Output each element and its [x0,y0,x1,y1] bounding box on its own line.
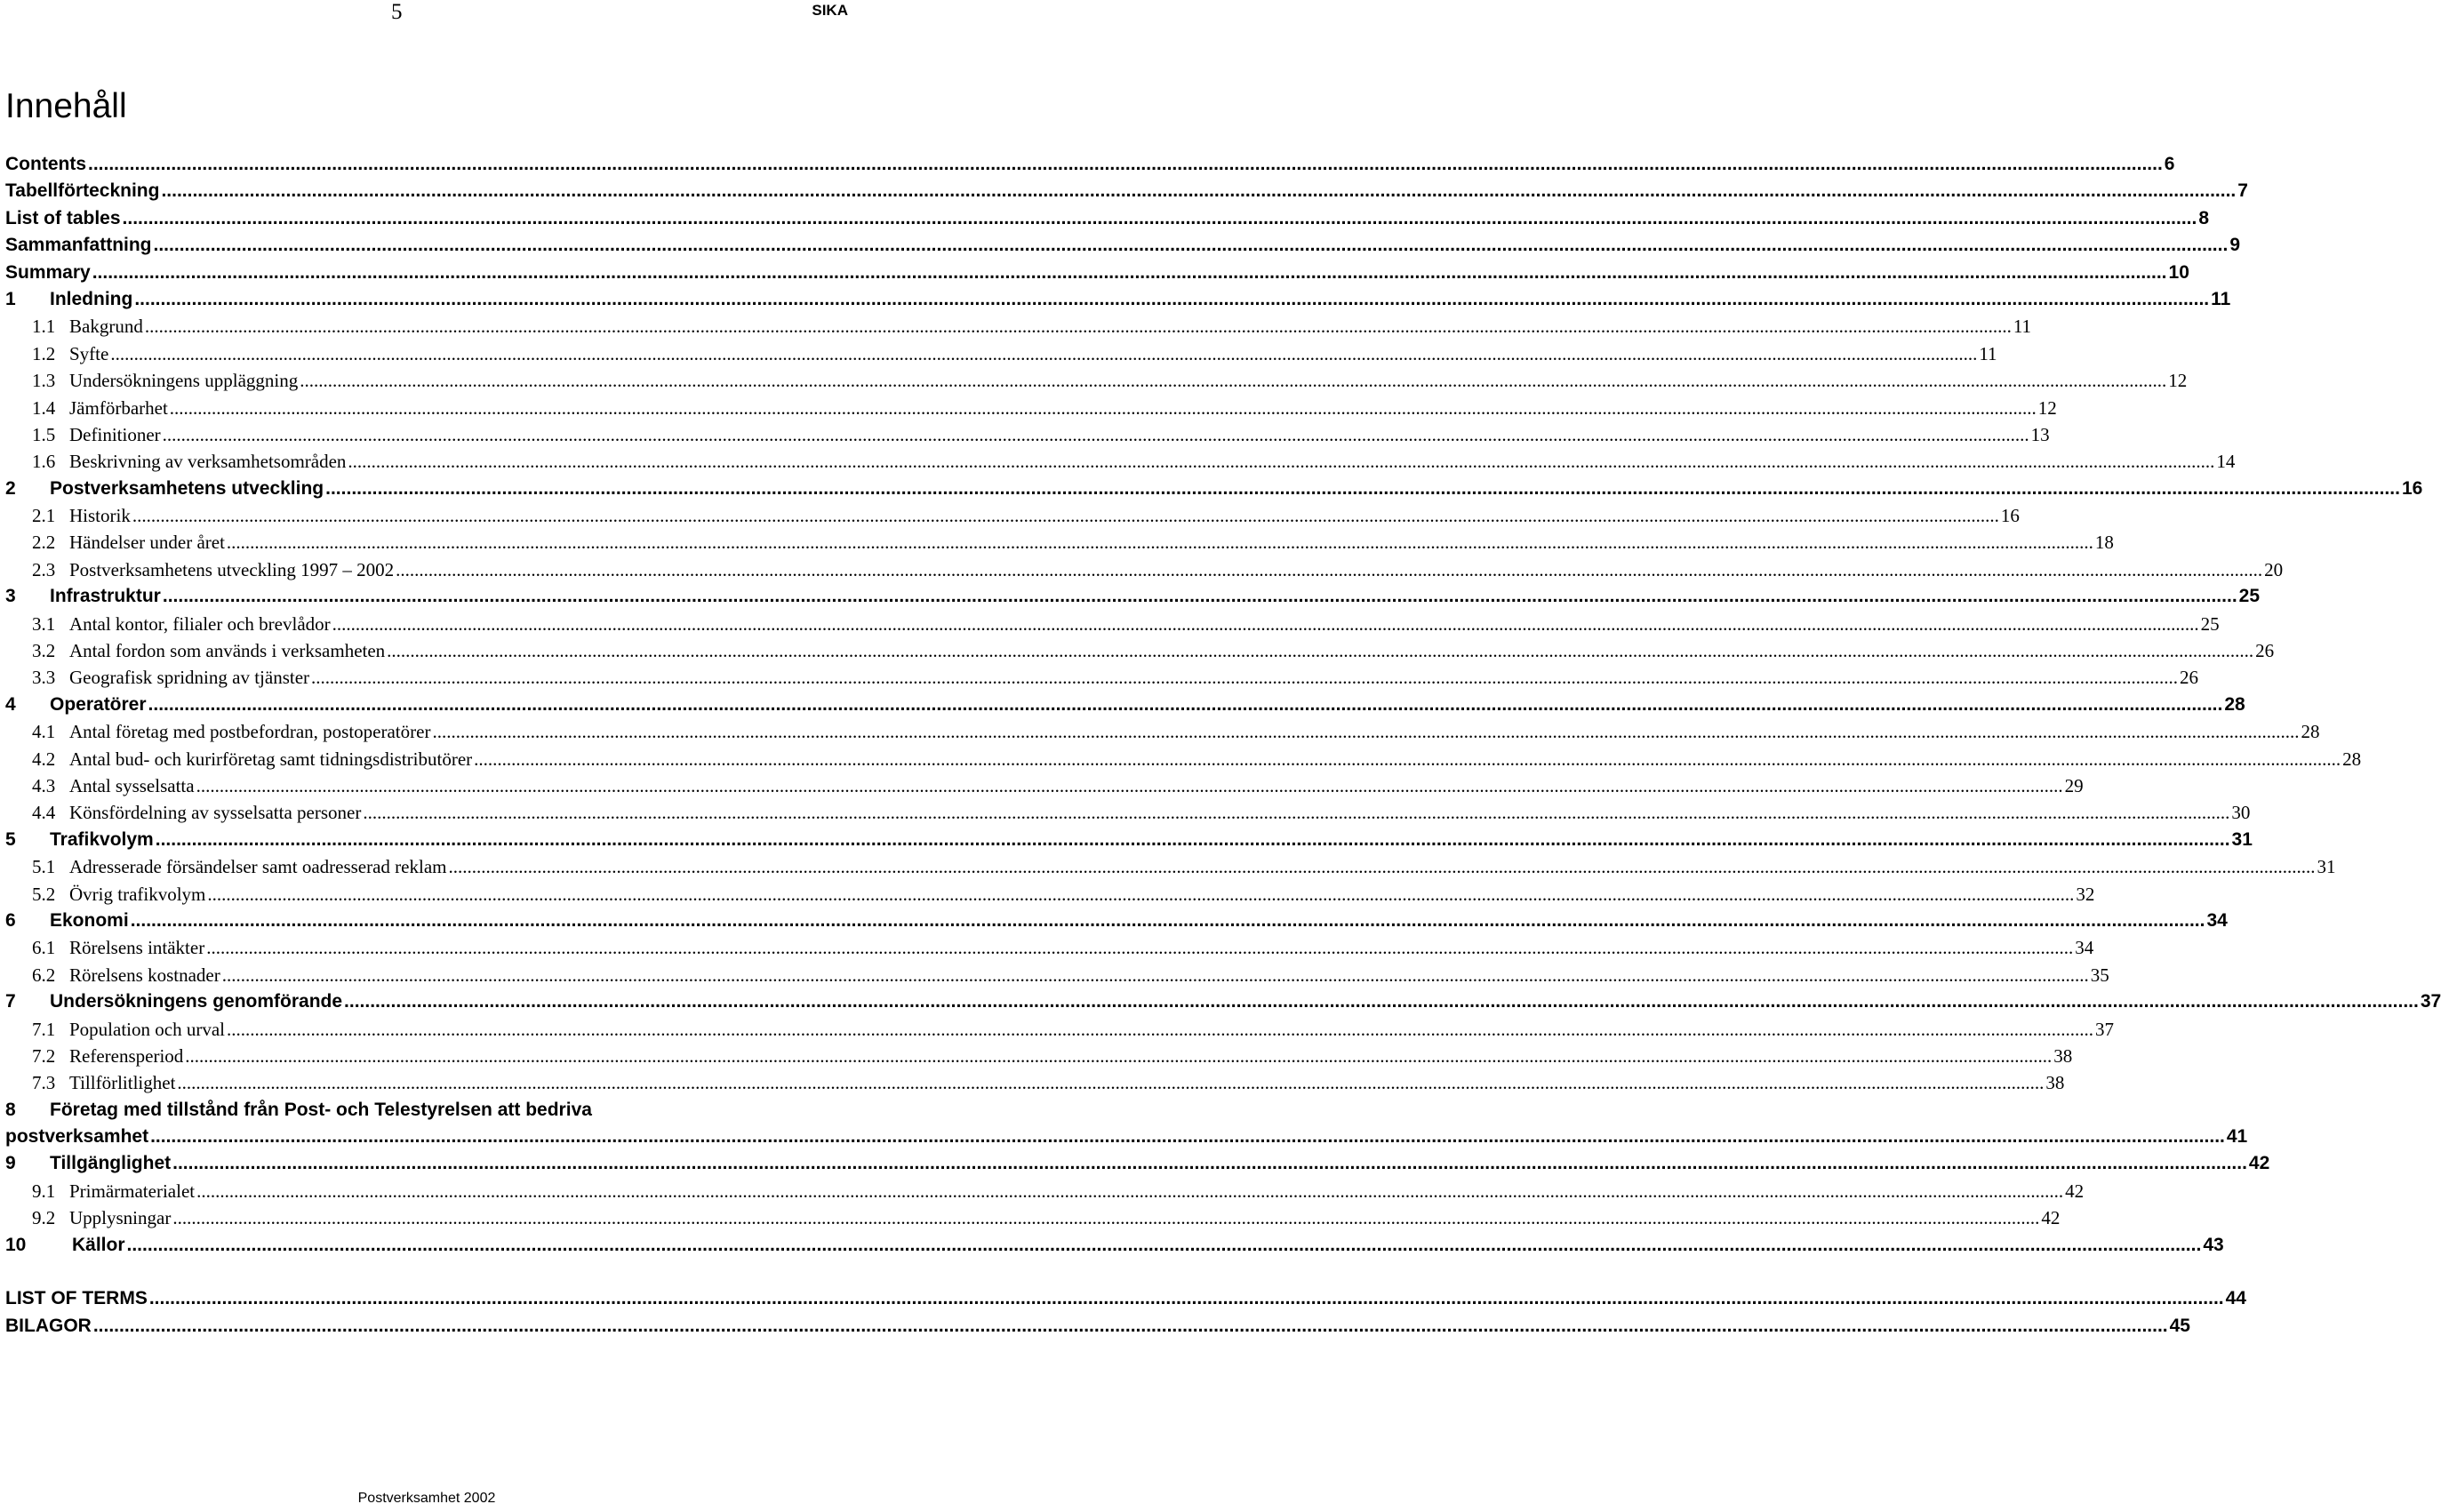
toc-entry-label: Jämförbarhet [69,396,168,419]
toc-leader-dots: ................................................................................................................................................................................................................................................................................................................................................................................................................ [325,477,2400,499]
toc-entry[interactable] [5,235,2240,261]
toc-leader-dots: ................................................................................................................................................................................................................................................................................................................................................................................................................ [348,451,2215,473]
toc-entry[interactable] [5,261,2189,289]
toc-entry-page: 16 [2000,505,2020,527]
toc-entry-label: List of tables [5,207,121,228]
toc-leader-dots: ................................................................................................................................................................................................................................................................................................................................................................................................................ [162,423,2029,445]
toc-entry[interactable] [5,991,2441,1018]
toc-leader-dots: ................................................................................................................................................................................................................................................................................................................................................................................................................ [432,721,2300,743]
toc-entry[interactable] [5,693,2245,721]
toc-entry-label: Upplysningar [69,1207,172,1229]
toc-leader-dots: ................................................................................................................................................................................................................................................................................................................................................................................................................ [344,991,2419,1012]
toc-entry[interactable] [5,316,2032,342]
toc-entry-page: 41 [2226,1126,2248,1148]
toc-entry[interactable] [5,828,2253,856]
toc-entry-label: Antal företag med postbefordran, postoperatörer [69,721,431,743]
toc-entry-page: 44 [2225,1288,2246,1309]
toc-entry-number: 3 [5,586,16,607]
toc-leader-dots: ................................................................................................................................................................................................................................................................................................................................................................................................................ [132,505,1999,527]
toc-leader-dots: ................................................................................................................................................................................................................................................................................................................................................................................................................ [148,693,2223,715]
toc-leader-dots: ................................................................................................................................................................................................................................................................................................................................................................................................................ [221,964,2089,986]
toc-leader-dots: ................................................................................................................................................................................................................................................................................................................................................................................................................ [161,180,2237,202]
toc-entry-label: Sammanfattning [5,235,152,256]
toc-entry-label: Rörelsens intäkter [69,937,205,959]
toc-leader-dots: ................................................................................................................................................................................................................................................................................................................................................................................................................ [130,909,2205,931]
toc-entry-label: Bakgrund [69,316,143,338]
toc-entry-page: 6 [2164,154,2175,174]
toc-entry[interactable] [5,774,2084,802]
toc-entry[interactable] [5,1153,2270,1180]
toc-entry-page: 34 [2075,937,2094,959]
toc-entry[interactable] [5,721,2320,748]
toc-leader-dots: ................................................................................................................................................................................................................................................................................................................................................................................................................ [185,1044,2053,1067]
toc-leader-dots: ................................................................................................................................................................................................................................................................................................................................................................................................................ [396,558,2263,580]
toc-entry-number: 5 [5,828,16,850]
toc-entry-number: 1.4 [32,396,56,419]
toc-entry-page: 9 [2229,235,2240,256]
toc-entry-8-line2[interactable] [5,1126,2248,1153]
toc-leader-dots: ................................................................................................................................................................................................................................................................................................................................................................................................................ [226,1018,2093,1040]
toc-entry-label: Historik [69,505,131,527]
toc-entry-label: Contents [5,154,86,174]
toc-entry-number: 2.1 [32,505,56,527]
toc-entry-label: Undersökningens uppläggning [69,370,299,392]
toc-leader-dots: ................................................................................................................................................................................................................................................................................................................................................................................................................ [196,774,2063,796]
toc-entry[interactable] [5,180,2248,207]
toc-entry-label: Trafikvolym [50,828,154,850]
toc-entry-label: Geografisk spridning av tjänster [69,667,310,689]
toc-entry-label: Företag med tillstånd från Post- och Telestyrelsen att bedriva [50,1099,592,1120]
toc-leader-dots: ................................................................................................................................................................................................................................................................................................................................................................................................................ [110,342,1978,364]
toc-entry-page: 30 [2231,802,2251,824]
toc-entry-label: Adresserade försändelser samt oadresserad reklam [69,856,447,878]
toc-entry-number: 3.1 [32,612,56,635]
header-label: SIKA [812,2,848,19]
toc-entry[interactable] [5,207,2210,235]
toc-entry-label: Operatörer [50,693,147,715]
page-footer: Postverksamhet 2002 [357,1491,496,1506]
toc-entry-number: 9 [5,1153,16,1174]
toc-leader-dots: ................................................................................................................................................................................................................................................................................................................................................................................................................ [206,937,2074,959]
toc-entry-label: Referensperiod [69,1044,184,1067]
toc-leader-dots: ................................................................................................................................................................................................................................................................................................................................................................................................................ [153,235,2229,256]
toc-entry-number: 3.3 [32,667,56,689]
toc-entry-page: 37 [2094,1018,2114,1040]
toc-entry-label: Postverksamhetens utveckling [50,477,324,499]
toc-entry-page: 20 [2264,558,2284,580]
toc-entry[interactable] [5,1315,2190,1342]
toc-entry-page: 31 [2317,856,2336,878]
toc-entry-page: 38 [2045,1072,2065,1094]
toc-leader-dots: ................................................................................................................................................................................................................................................................................................................................................................................................................ [300,370,2167,392]
toc-leader-dots: ................................................................................................................................................................................................................................................................................................................................................................................................................ [196,1180,2064,1202]
toc-entry-page: 45 [2169,1315,2190,1336]
toc-entry-number: 8 [5,1099,16,1120]
toc-entry-page: 11 [1979,342,1997,364]
toc-entry-number: 2.2 [32,532,56,554]
toc-entry-page: 34 [2206,909,2228,931]
toc-entry[interactable] [5,937,2094,964]
toc-entry-label: Undersökningens genomförande [50,991,343,1012]
toc-entry-label: Population och urval [69,1018,225,1040]
toc-entry-label: Händelser under året [69,532,225,554]
toc-entry-page: 11 [2013,316,2032,338]
toc-entry-number: 6.1 [32,937,56,959]
toc-entry-number: 7 [5,991,16,1012]
toc-leader-dots: ................................................................................................................................................................................................................................................................................................................................................................................................................ [88,154,2163,174]
toc-entry-page: 42 [2041,1207,2061,1229]
toc-entry-page: 12 [2037,396,2057,419]
toc-entry-page: 26 [2180,667,2199,689]
toc-entry[interactable] [5,451,2236,477]
toc-entry[interactable] [5,1018,2114,1045]
toc-leader-dots: ................................................................................................................................................................................................................................................................................................................................................................................................................ [92,261,2167,283]
toc-entry-page: 31 [2231,828,2253,850]
toc-entry-number: 1.2 [32,342,56,364]
toc-entry-number: 5.2 [32,883,56,905]
toc-entry-label: Tillgänglighet [50,1153,172,1174]
toc-entry-page: 42 [2248,1153,2270,1174]
page-title: Innehåll [5,87,127,125]
toc-entry-number: 10 [5,1234,27,1255]
toc-entry-page: 29 [2064,774,2084,796]
toc-entry[interactable] [5,558,2284,586]
toc-entry-page: 37 [2420,991,2441,1012]
toc-entry-number: 1.1 [32,316,56,338]
toc-leader-dots: ................................................................................................................................................................................................................................................................................................................................................................................................................ [474,748,2341,770]
toc-entry-number: 7.2 [32,1044,56,1067]
toc-leader-dots: ................................................................................................................................................................................................................................................................................................................................................................................................................ [126,1234,2202,1255]
toc-entry-number: 9.1 [32,1180,56,1202]
toc-entry-number: 7.1 [32,1018,56,1040]
toc-entry[interactable] [5,748,2362,775]
toc-entry-label: Rörelsens kostnader [69,964,220,986]
toc-entry-number: 6.2 [32,964,56,986]
toc-entry-number: 9.2 [32,1207,56,1229]
toc-entry[interactable] [5,1234,2224,1261]
toc-entry-label: Övrig trafikvolym [69,883,206,905]
toc-entry-label: Antal kontor, filialer och brevlådor [69,612,331,635]
toc-entry-page: 8 [2198,207,2210,228]
toc-entry-label: postverksamhet [5,1126,149,1148]
toc-entry[interactable] [5,909,2228,937]
toc-entry-label: Inledning [50,288,133,309]
toc-entry-label: Källor [72,1234,125,1255]
toc-leader-dots: ................................................................................................................................................................................................................................................................................................................................................................................................................ [144,316,2012,338]
toc-entry-label: LIST OF TERMS [5,1288,148,1309]
toc-leader-dots: ................................................................................................................................................................................................................................................................................................................................................................................................................ [448,856,2316,878]
toc-entry-number: 4.2 [32,748,56,770]
toc-entry-label: Antal sysselsatta [69,774,195,796]
toc-entry-page: 12 [2168,370,2188,392]
toc-entry-number: 1.6 [32,451,56,473]
toc-entry-page: 25 [2200,612,2220,635]
page-number: 5 [391,0,403,24]
toc-entry-label: Tabellförteckning [5,180,160,202]
toc-entry-number: 2.3 [32,558,56,580]
toc-entry-number: 6 [5,909,16,931]
toc-entry[interactable] [5,640,2275,667]
toc-entry-label: Antal fordon som används i verksamheten [69,640,386,662]
toc-entry[interactable] [5,612,2220,640]
toc-entry[interactable] [5,154,2175,180]
toc-entry[interactable] [5,370,2188,396]
toc-entry[interactable] [5,532,2114,558]
toc-entry-page: 7 [2237,180,2248,202]
toc-entry[interactable] [5,477,2423,505]
toc-leader-dots: ................................................................................................................................................................................................................................................................................................................................................................................................................ [92,1315,2168,1336]
toc-entry[interactable] [5,802,2251,828]
toc-entry-number: 1 [5,288,16,309]
toc-leader-dots: ................................................................................................................................................................................................................................................................................................................................................................................................................ [177,1072,2045,1094]
toc-entry-page: 10 [2168,261,2189,283]
toc-leader-dots: ................................................................................................................................................................................................................................................................................................................................................................................................................ [150,1126,2225,1148]
toc-entry-page: 28 [2301,721,2320,743]
toc-entry[interactable] [5,1207,2061,1234]
toc-leader-dots: ................................................................................................................................................................................................................................................................................................................................................................................................................ [387,640,2254,662]
toc-entry-page: 32 [2076,883,2095,905]
toc-entry-page: 28 [2342,748,2362,770]
toc-entry-page: 13 [2030,423,2050,445]
toc-entry-label: Könsfördelning av sysselsatta personer [69,802,362,824]
toc-spacer [5,1261,794,1288]
toc-entry-number: 5.1 [32,856,56,878]
toc-leader-dots: ................................................................................................................................................................................................................................................................................................................................................................................................................ [172,1207,2040,1229]
toc-entry-number: 4 [5,693,16,715]
toc-entry[interactable] [5,586,2261,612]
toc-entry-page: 25 [2238,586,2261,607]
toc-entry-page: 18 [2094,532,2114,554]
toc-entry[interactable] [5,288,2231,316]
table-of-contents [5,154,2441,1342]
toc-entry-page: 42 [2065,1180,2085,1202]
toc-entry[interactable] [5,1180,2085,1207]
toc-entry-number: 4.4 [32,802,56,824]
toc-entry-label: Tillförlitlighet [69,1072,176,1094]
toc-leader-dots: ................................................................................................................................................................................................................................................................................................................................................................................................................ [169,396,2037,419]
toc-entry[interactable] [5,883,2095,910]
toc-entry-number: 1.5 [32,423,56,445]
toc-entry[interactable] [5,396,2057,424]
toc-entry-page: 26 [2255,640,2275,662]
toc-leader-dots: ................................................................................................................................................................................................................................................................................................................................................................................................................ [207,883,2075,905]
toc-leader-dots: ................................................................................................................................................................................................................................................................................................................................................................................................................ [134,288,2210,309]
toc-entry-number: 3.2 [32,640,56,662]
toc-entry-8-line1[interactable] [5,1100,794,1126]
toc-entry-label: Summary [5,261,91,283]
toc-entry[interactable] [5,505,2020,532]
toc-entry-page: 28 [2224,693,2245,715]
toc-entry-page: 35 [2090,964,2109,986]
toc-leader-dots: ................................................................................................................................................................................................................................................................................................................................................................................................................ [122,207,2197,228]
toc-leader-dots: ................................................................................................................................................................................................................................................................................................................................................................................................................ [148,1288,2224,1309]
toc-entry-label: BILAGOR [5,1315,92,1336]
toc-entry-label: Syfte [69,342,109,364]
toc-entry[interactable] [5,423,2050,451]
toc-entry-page: 38 [2053,1044,2073,1067]
toc-entry-page: 14 [2216,451,2236,473]
toc-entry[interactable] [5,964,2109,991]
toc-entry-number: 7.3 [32,1072,56,1094]
toc-leader-dots: ................................................................................................................................................................................................................................................................................................................................................................................................................ [155,828,2230,850]
toc-entry-number: 1.3 [32,370,56,392]
toc-entry[interactable] [5,1288,2246,1315]
toc-entry-label: Antal bud- och kurirföretag samt tidningsdistributörer [69,748,473,770]
toc-entry[interactable] [5,667,2199,693]
toc-entry-page: 11 [2211,288,2231,309]
toc-entry-number: 2 [5,477,16,499]
toc-leader-dots: ................................................................................................................................................................................................................................................................................................................................................................................................................ [332,612,2199,635]
toc-entry-number: 4.3 [32,774,56,796]
toc-entry[interactable] [5,856,2336,883]
toc-entry-number: 4.1 [32,721,56,743]
toc-entry-label: Definitioner [69,423,161,445]
toc-entry-label: Postverksamhetens utveckling 1997 – 2002 [69,558,395,580]
toc-entry-label: Primärmaterialet [69,1180,196,1202]
toc-entry[interactable] [5,342,1997,370]
toc-entry-label: Beskrivning av verksamhetsområden [69,451,347,473]
toc-leader-dots: ................................................................................................................................................................................................................................................................................................................................................................................................................ [226,532,2093,554]
toc-leader-dots: ................................................................................................................................................................................................................................................................................................................................................................................................................ [311,667,2179,689]
toc-entry[interactable] [5,1044,2073,1072]
toc-leader-dots: ................................................................................................................................................................................................................................................................................................................................................................................................................ [172,1153,2247,1174]
toc-entry-page: 16 [2401,477,2423,499]
toc-entry-page: 43 [2203,1234,2224,1255]
toc-entry-label: Infrastruktur [50,586,161,607]
toc-leader-dots: ................................................................................................................................................................................................................................................................................................................................................................................................................ [162,586,2237,607]
toc-entry[interactable] [5,1072,2065,1099]
toc-entry-label: Ekonomi [50,909,129,931]
toc-leader-dots: ................................................................................................................................................................................................................................................................................................................................................................................................................ [363,802,2230,824]
